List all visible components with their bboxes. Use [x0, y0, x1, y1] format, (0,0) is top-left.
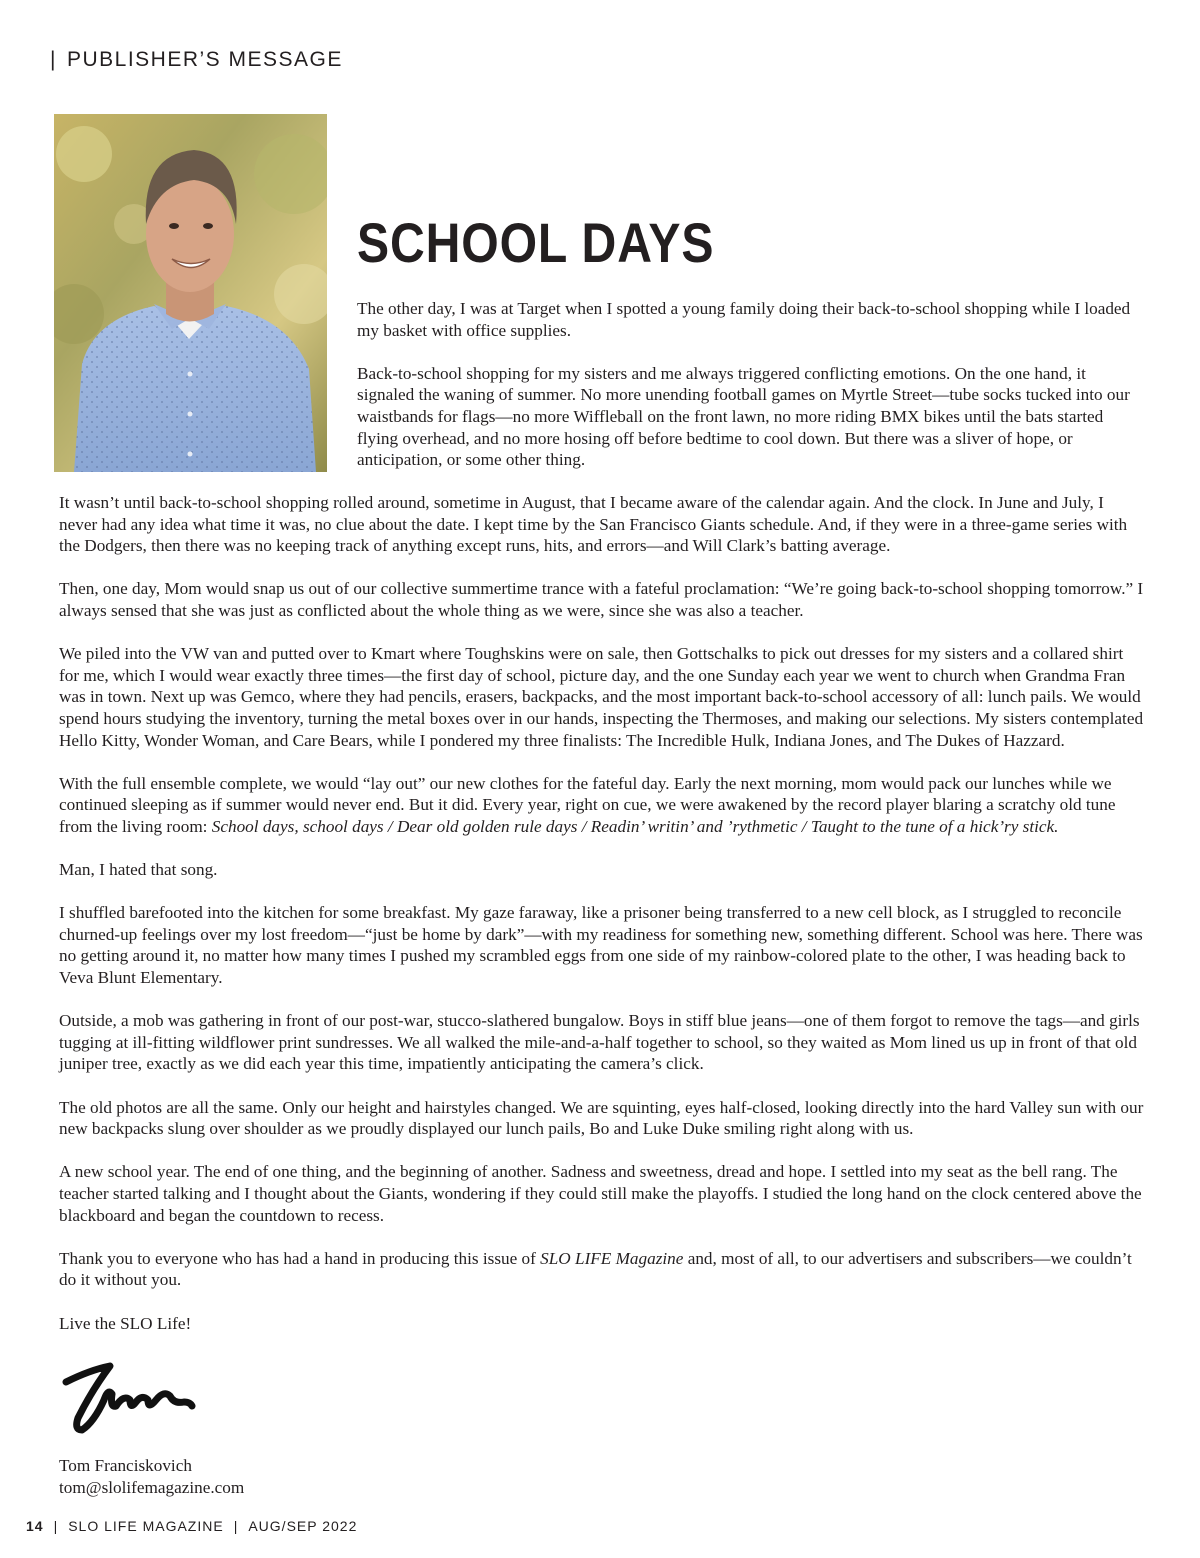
- article-intro: [357, 298, 1147, 492]
- body-paragraph: Outside, a mob was gathering in front of our post-war, stucco-slathered bungalow. Boys in stiff blue jeans—one of them forgot to remove the tags—and girls tugging at ill-fitting wildflower print sundresses. We all walked the mile-and-a-half together to school, so they waited as Mom lined us up in front of that old juniper tree, exactly as we did each year this time, impatiently anticipating the camera’s click.: [59, 1011, 1140, 1074]
- body-paragraph: I shuffled barefooted into the kitchen for some breakfast. My gaze faraway, like a prisoner being transferred to a new cell block, as I struggled to reconcile churned-up feelings over my lost freedom—“just be home by dark”—with my readiness for something new, something different. School was here. There was no getting around it, no matter how many times I pushed my scrambled eggs from one side of my rainbow-colored plate to the other, I was heading back to Veva Blunt Elementary.: [59, 903, 1143, 988]
- handwritten-signature: [60, 1360, 200, 1440]
- portrait-image: [54, 114, 327, 472]
- header-divider: |: [50, 48, 57, 71]
- publisher-photo: [54, 114, 327, 472]
- page-number: 14: [26, 1518, 44, 1534]
- article-title: SCHOOL DAYS: [357, 211, 715, 274]
- song-lyrics: School days, school days / Dear old golden rule days / Readin’ writin’ and ’rythmetic / Taught to the tune of a hick’ry stick.: [211, 816, 1059, 836]
- paragraph-text: Thank you to everyone who has had a hand in producing this issue of: [59, 1248, 541, 1268]
- section-label: PUBLISHER’S MESSAGE: [66, 48, 343, 71]
- body-paragraph: Man, I hated that song.: [59, 860, 218, 880]
- body-paragraph: A new school year. The end of one thing, and the beginning of another. Sadness and sweetness, dread and hope. I settled into my seat as the bell rang. The teacher started talking and I thought about the Giants, wondering if they could still make the playoffs. I studied the long hand on the clock centered above the blackboard and began the countdown to recess.: [59, 1162, 1142, 1225]
- paragraph-text: and, most of all, to our advertisers and subscribers—we couldn’t do it without you.: [59, 1248, 1132, 1290]
- paragraph-text: With the full ensemble complete, we would “lay out” our new clothes for the fateful day. Early the next morning, mom would pack our lunches while we continued sleeping as if summer would never end. But it did. Every year, right on cue, we were awakened by the record player blaring a scratchy old tune from the living room:: [59, 773, 1116, 836]
- intro-paragraph: Back-to-school shopping for my sisters and me always triggered conflicting emotions. On the one hand, it signaled the waning of summer. No more unending football games on Myrtle Street—tube socks tucked into our waistbands for flags—no more Wiffleball on the front lawn, no more riding BMX bikes until the bats started flying overhead, and no more hosing off before bedtime to cool down. But there was a sliver of hope, or anticipation, or some other thing.: [357, 363, 1130, 470]
- magazine-name: SLO LIFE Magazine: [540, 1248, 684, 1268]
- issue-date: AUG/SEP 2022: [248, 1518, 358, 1534]
- body-paragraph: We piled into the VW van and putted over to Kmart where Toughskins were on sale, then Gottschalks to pick out dresses for my sisters and a collared shirt for me, which I would wear exactly three times—the first day of school, picture day, and the one Sunday each year we went to church when Grandma Fran was in town. Next up was Gemco, where they had pencils, erasers, backpacks, and the most important back-to-school accessory of all: lunch pails. We would spend hours studying the inventory, turning the metal boxes over in our hands, inspecting the Thermoses, and making our selections. My sisters contemplated Hello Kitty, Wonder Woman, and Care Bears, while I pondered my three finalists: The Incredible Hulk, Indiana Jones, and The Dukes of Hazzard.: [59, 644, 1144, 750]
- page-footer: [26, 1518, 357, 1534]
- author-block: [59, 1455, 244, 1498]
- body-paragraph: [59, 773, 1145, 838]
- section-header: [50, 48, 343, 72]
- body-paragraph: [59, 1248, 1145, 1291]
- footer-divider: |: [233, 1518, 239, 1534]
- intro-paragraph: The other day, I was at Target when I spotted a young family doing their back-to-school shopping while I loaded my basket with office supplies.: [357, 299, 1131, 340]
- article-body: [59, 492, 1145, 1356]
- author-email[interactable]: tom@slolifemagazine.com: [59, 1477, 245, 1497]
- body-paragraph: Then, one day, Mom would snap us out of our collective summertime trance with a fateful proclamation: “We’re going back-to-school shopping tomorrow.” I always sensed that she was just as conflicted about the whole thing as we were, since she was also a teacher.: [59, 579, 1144, 620]
- body-paragraph: The old photos are all the same. Only our height and hairstyles changed. We are squinting, eyes half-closed, looking directly into the hard Valley sun with our new backpacks slung over shoulder as we proudly displayed our lunch pails, Bo and Luke Duke smiling right along with us.: [59, 1097, 1144, 1139]
- closing-line: Live the SLO Life!: [59, 1313, 192, 1333]
- publication-name: SLO LIFE MAGAZINE: [68, 1518, 224, 1534]
- footer-divider: |: [53, 1518, 59, 1534]
- author-name: Tom Franciskovich: [59, 1456, 192, 1475]
- body-paragraph: It wasn’t until back-to-school shopping rolled around, sometime in August, that I became aware of the calendar again. And the clock. In June and July, I never had any idea what time it was, no clue about the date. I kept time by the San Francisco Giants schedule. And, if they were in a three-game series with the Dodgers, then there was no keeping track of anything except runs, hits, and errors—and Will Clark’s batting average.: [59, 493, 1128, 556]
